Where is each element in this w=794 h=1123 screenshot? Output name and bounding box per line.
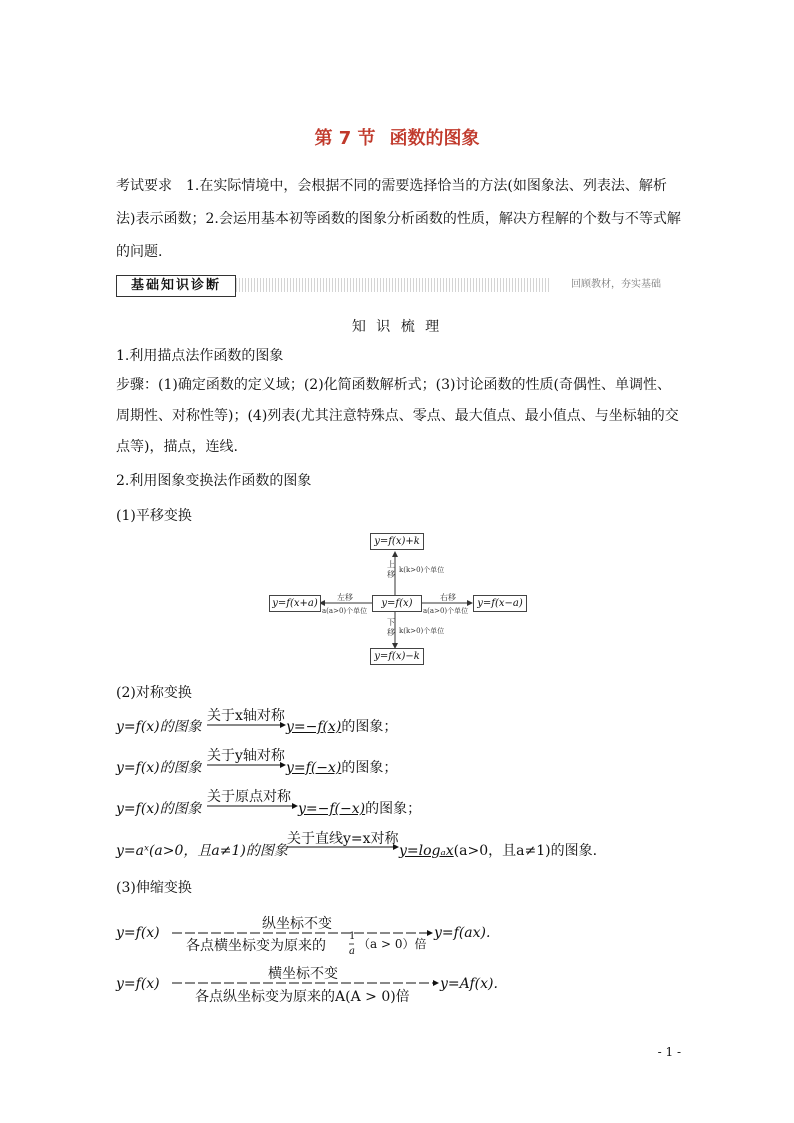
banner-subtitle: 回顾教材，夯实基础 [551,277,681,293]
scaling-x-bottom [186,935,326,955]
label-down: 下移 [387,618,395,637]
symmetry-y-from: y=f(x)的图象 [116,760,202,776]
symmetry-x-tail: 的图象； [341,719,398,735]
label-up: 上移 [387,560,395,579]
title-section-number: 第 7 节 [314,128,376,149]
symmetry-y-to: y=f(−x) [286,760,342,776]
label-up-condition: k(k>0)个单位 [399,566,445,574]
symmetry-line-from: y=aˣ(a>0，且a≠1)的图象 [116,843,288,859]
translation-heading: (1)平移变换 [116,508,192,524]
section-title: 知 识 梳 理 [351,319,443,335]
symmetry-x-from: y=f(x)的图象 [116,719,202,735]
scaling-y-bottom: 各点纵坐标变为原来的A(A > 0)倍 [195,989,410,1005]
symmetry-line-label: 关于直线y=x对称 [287,831,399,847]
symmetry-origin-tail: 的图象； [365,801,422,817]
scaling-x-frac-num: 1 [349,931,356,942]
scaling-heading: (3)伸缩变换 [116,880,192,896]
box-shift-down: y=f(x)−k [370,648,424,665]
box-shift-right: y=f(x−a) [473,595,527,612]
requirement-text: 1.在实际情境中，会根据不同的需要选择恰当的方法(如图象法、列表法、解析法)表示函数；2.会运用基本初等函数的图象分析函数的性质，解决方程解的个数与不等式解的问题. [116,178,681,260]
item2-heading: 2.利用图象变换法作函数的图象 [116,473,312,489]
page-number: - 1 - [657,1045,681,1059]
item1-steps: 步骤：(1)确定函数的定义域；(2)化简函数解析式；(3)讨论函数的性质(奇偶性、单调性、周期性、对称性等)；(4)列表(尤其注意特殊点、零点、最大值点、最小值点、与坐标轴的交点等)，描点，连线. [116,377,679,455]
scaling-y-from [116,976,160,992]
scaling-y-to: y=Af(x). [440,976,498,992]
symmetry-line-tail: (a>0，且a≠1)的图象. [453,843,598,859]
symmetry-y-tail: 的图象； [341,760,398,776]
box-original: y=f(x) [372,595,422,612]
label-left: 左移 [337,593,353,602]
requirement-label: 考试要求 [116,178,172,194]
scaling-x-bottom-pre: 各点横坐标变为原来的 [186,938,326,954]
scaling-x-from-text: y=f(x) [116,925,160,941]
symmetry-origin-label: 关于原点对称 [207,789,291,805]
label-left-condition: a(a>0)个单位 [322,607,368,615]
scaling-y-from-text: y=f(x) [116,976,160,992]
scaling-y-top: 横坐标不变 [268,966,338,982]
banner-title: 基础知识诊断 [116,275,236,297]
label-right-condition: a(a>0)个单位 [423,607,469,615]
label-right: 右移 [440,593,456,602]
scaling-x-to: y=f(ax). [434,925,491,941]
scaling-x-from [116,925,160,941]
symmetry-line-to: y=logₐx [399,843,454,859]
box-shift-left: y=f(x+a) [269,595,321,612]
scaling-x-top: 纵坐标不变 [262,916,332,932]
label-down-condition: k(k>0)个单位 [399,627,445,635]
title-text: 函数的图象 [389,128,480,149]
item1-heading: 1.利用描点法作函数的图象 [116,348,284,364]
symmetry-origin-to: y=−f(−x) [298,801,366,817]
symmetry-origin-from: y=f(x)的图象 [116,801,202,817]
symmetry-y-label: 关于y轴对称 [207,748,285,764]
scaling-x-frac-den: a [349,946,355,957]
symmetry-x-to: y=−f(x) [286,719,342,735]
scaling-x-bottom-post: （a > 0）倍 [358,937,427,951]
box-shift-up: y=f(x)+k [370,533,424,550]
symmetry-heading: (2)对称变换 [116,685,192,701]
symmetry-x-label: 关于x轴对称 [207,708,285,724]
